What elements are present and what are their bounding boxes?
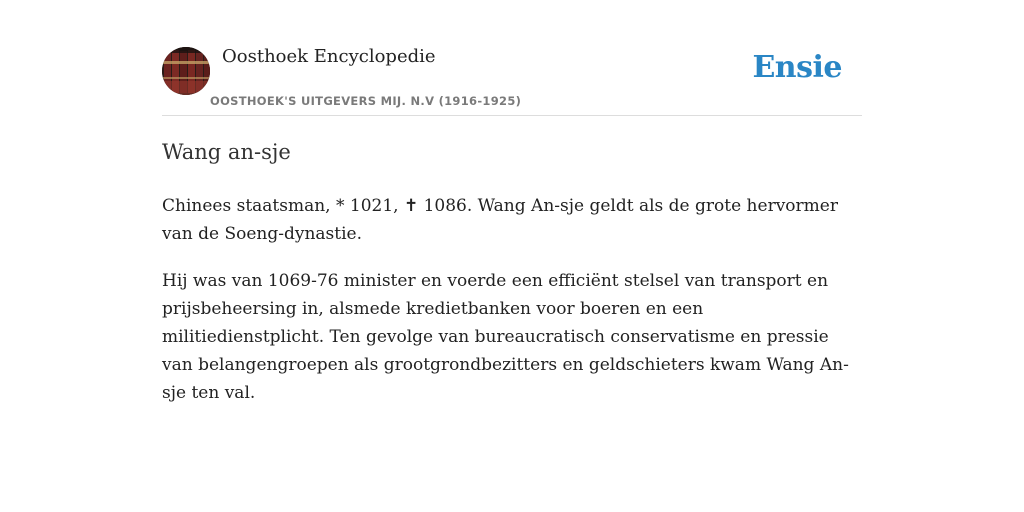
article-body bbox=[162, 192, 862, 426]
page-container bbox=[162, 0, 862, 403]
encyclopedia-title[interactable]: Oosthoek Encyclopedie bbox=[222, 46, 436, 67]
source-header bbox=[162, 0, 862, 116]
article-paragraph: Chinees staatsman, * 1021, ✝ 1086. Wang An-sje geldt als de grote hervormer van de Soeng-dynastie. bbox=[162, 196, 838, 244]
ensie-logo[interactable]: Ensie bbox=[752, 50, 842, 85]
encyclopedia-books-icon[interactable] bbox=[162, 47, 210, 95]
article-title: Wang an-sje bbox=[162, 140, 291, 164]
publisher-label: OOSTHOEK'S UITGEVERS MIJ. N.V (1916-1925) bbox=[210, 94, 522, 108]
article-paragraph: Hij was van 1069-76 minister en voerde een efficiënt stelsel van transport en prijsbeheersing in, alsmede kredietbanken voor boeren en een militiedienstplicht. Ten gevolge van bureaucratisch conservatisme en pressie van belangengroepen als grootgrondbezitters en geldschieters kwam Wang An-sje ten val. bbox=[162, 271, 849, 403]
